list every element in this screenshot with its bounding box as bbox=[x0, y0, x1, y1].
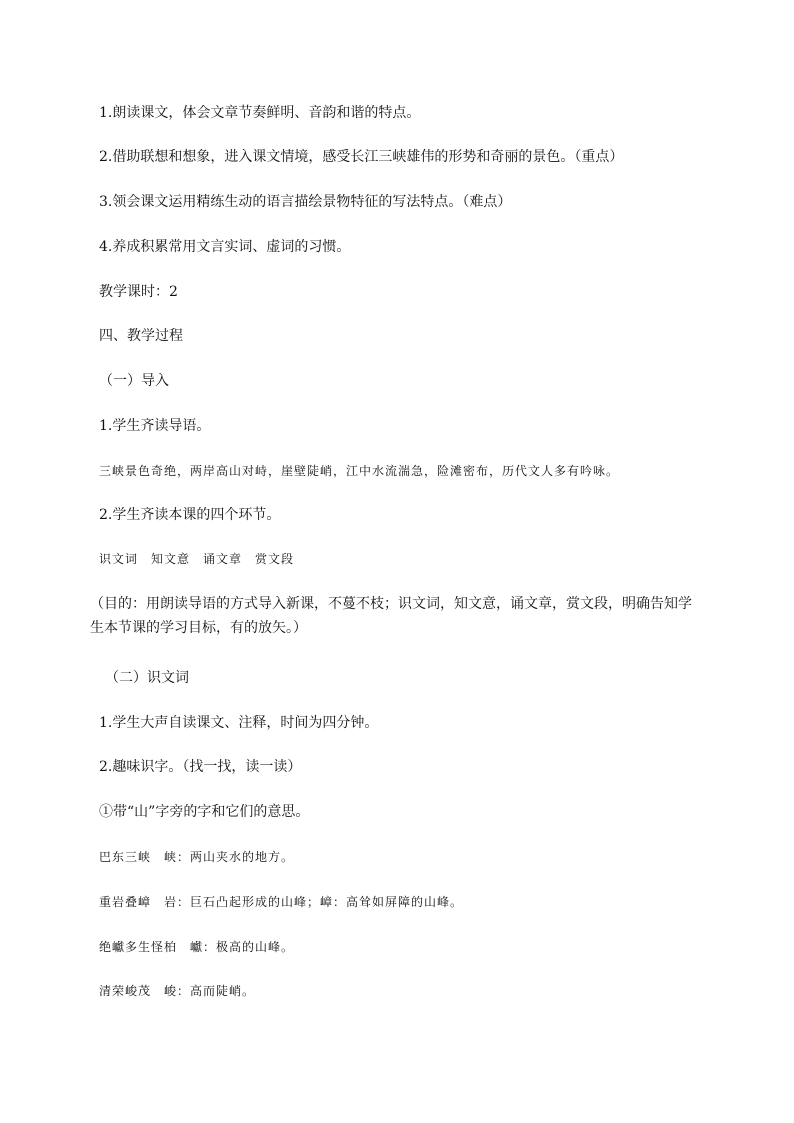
class-hours: 教学课时：2 bbox=[99, 284, 178, 300]
subsection-vocabulary: （二）识文词 bbox=[105, 670, 189, 686]
purpose-note: （目的：用朗读导语的方式导入新课，不蔓不枝；识文词，知文意，诵文章，赏文段，明确告知学生本节课的学习目标，有的放矢。） bbox=[90, 596, 692, 636]
vocab-step-2: 2.趣味识字。（找一找，读一读） bbox=[99, 759, 302, 775]
objective-3: 3.领会课文运用精练生动的语言描绘景物特征的写法特点。（难点） bbox=[99, 194, 512, 210]
section-heading-process: 四、教学过程 bbox=[99, 328, 183, 344]
vocab-item-2: 重岩叠嶂 岩：巨石凸起形成的山峰；嶂：高耸如屏障的山峰。 bbox=[99, 895, 464, 909]
mountain-radical-heading: ①带“山”字旁的字和它们的意思。 bbox=[99, 804, 310, 820]
intro-step-1: 1.学生齐读导语。 bbox=[99, 418, 211, 434]
objective-2: 2.借助联想和想象，进入课文情境，感受长江三峡雄伟的形势和奇丽的景色。（重点） bbox=[99, 149, 624, 165]
vocab-item-4: 清荣峻茂 峻：高而陡峭。 bbox=[99, 984, 256, 998]
subsection-intro: （一）导入 bbox=[99, 373, 169, 389]
vocab-item-3: 绝巘多生怪柏 巘：极高的山峰。 bbox=[99, 940, 295, 954]
objective-1: 1.朗读课文，体会文章节奏鲜明、音韵和谐的特点。 bbox=[99, 105, 421, 121]
vocab-item-1: 巴东三峡 峡：两山夹水的地方。 bbox=[99, 850, 295, 864]
intro-quote: 三峡景色奇绝，两岸高山对峙，崖壁陡峭，江中水流湍急，险滩密布，历代文人多有吟咏。 bbox=[99, 464, 620, 478]
intro-step-2: 2.学生齐读本课的四个环节。 bbox=[99, 507, 281, 523]
vocab-step-1: 1.学生大声自读课文、注释，时间为四分钟。 bbox=[99, 715, 379, 731]
objective-4: 4.养成积累常用文言实词、虚词的习惯。 bbox=[99, 239, 351, 255]
four-steps: 识文词 知文意 诵文章 赏文段 bbox=[99, 552, 295, 566]
